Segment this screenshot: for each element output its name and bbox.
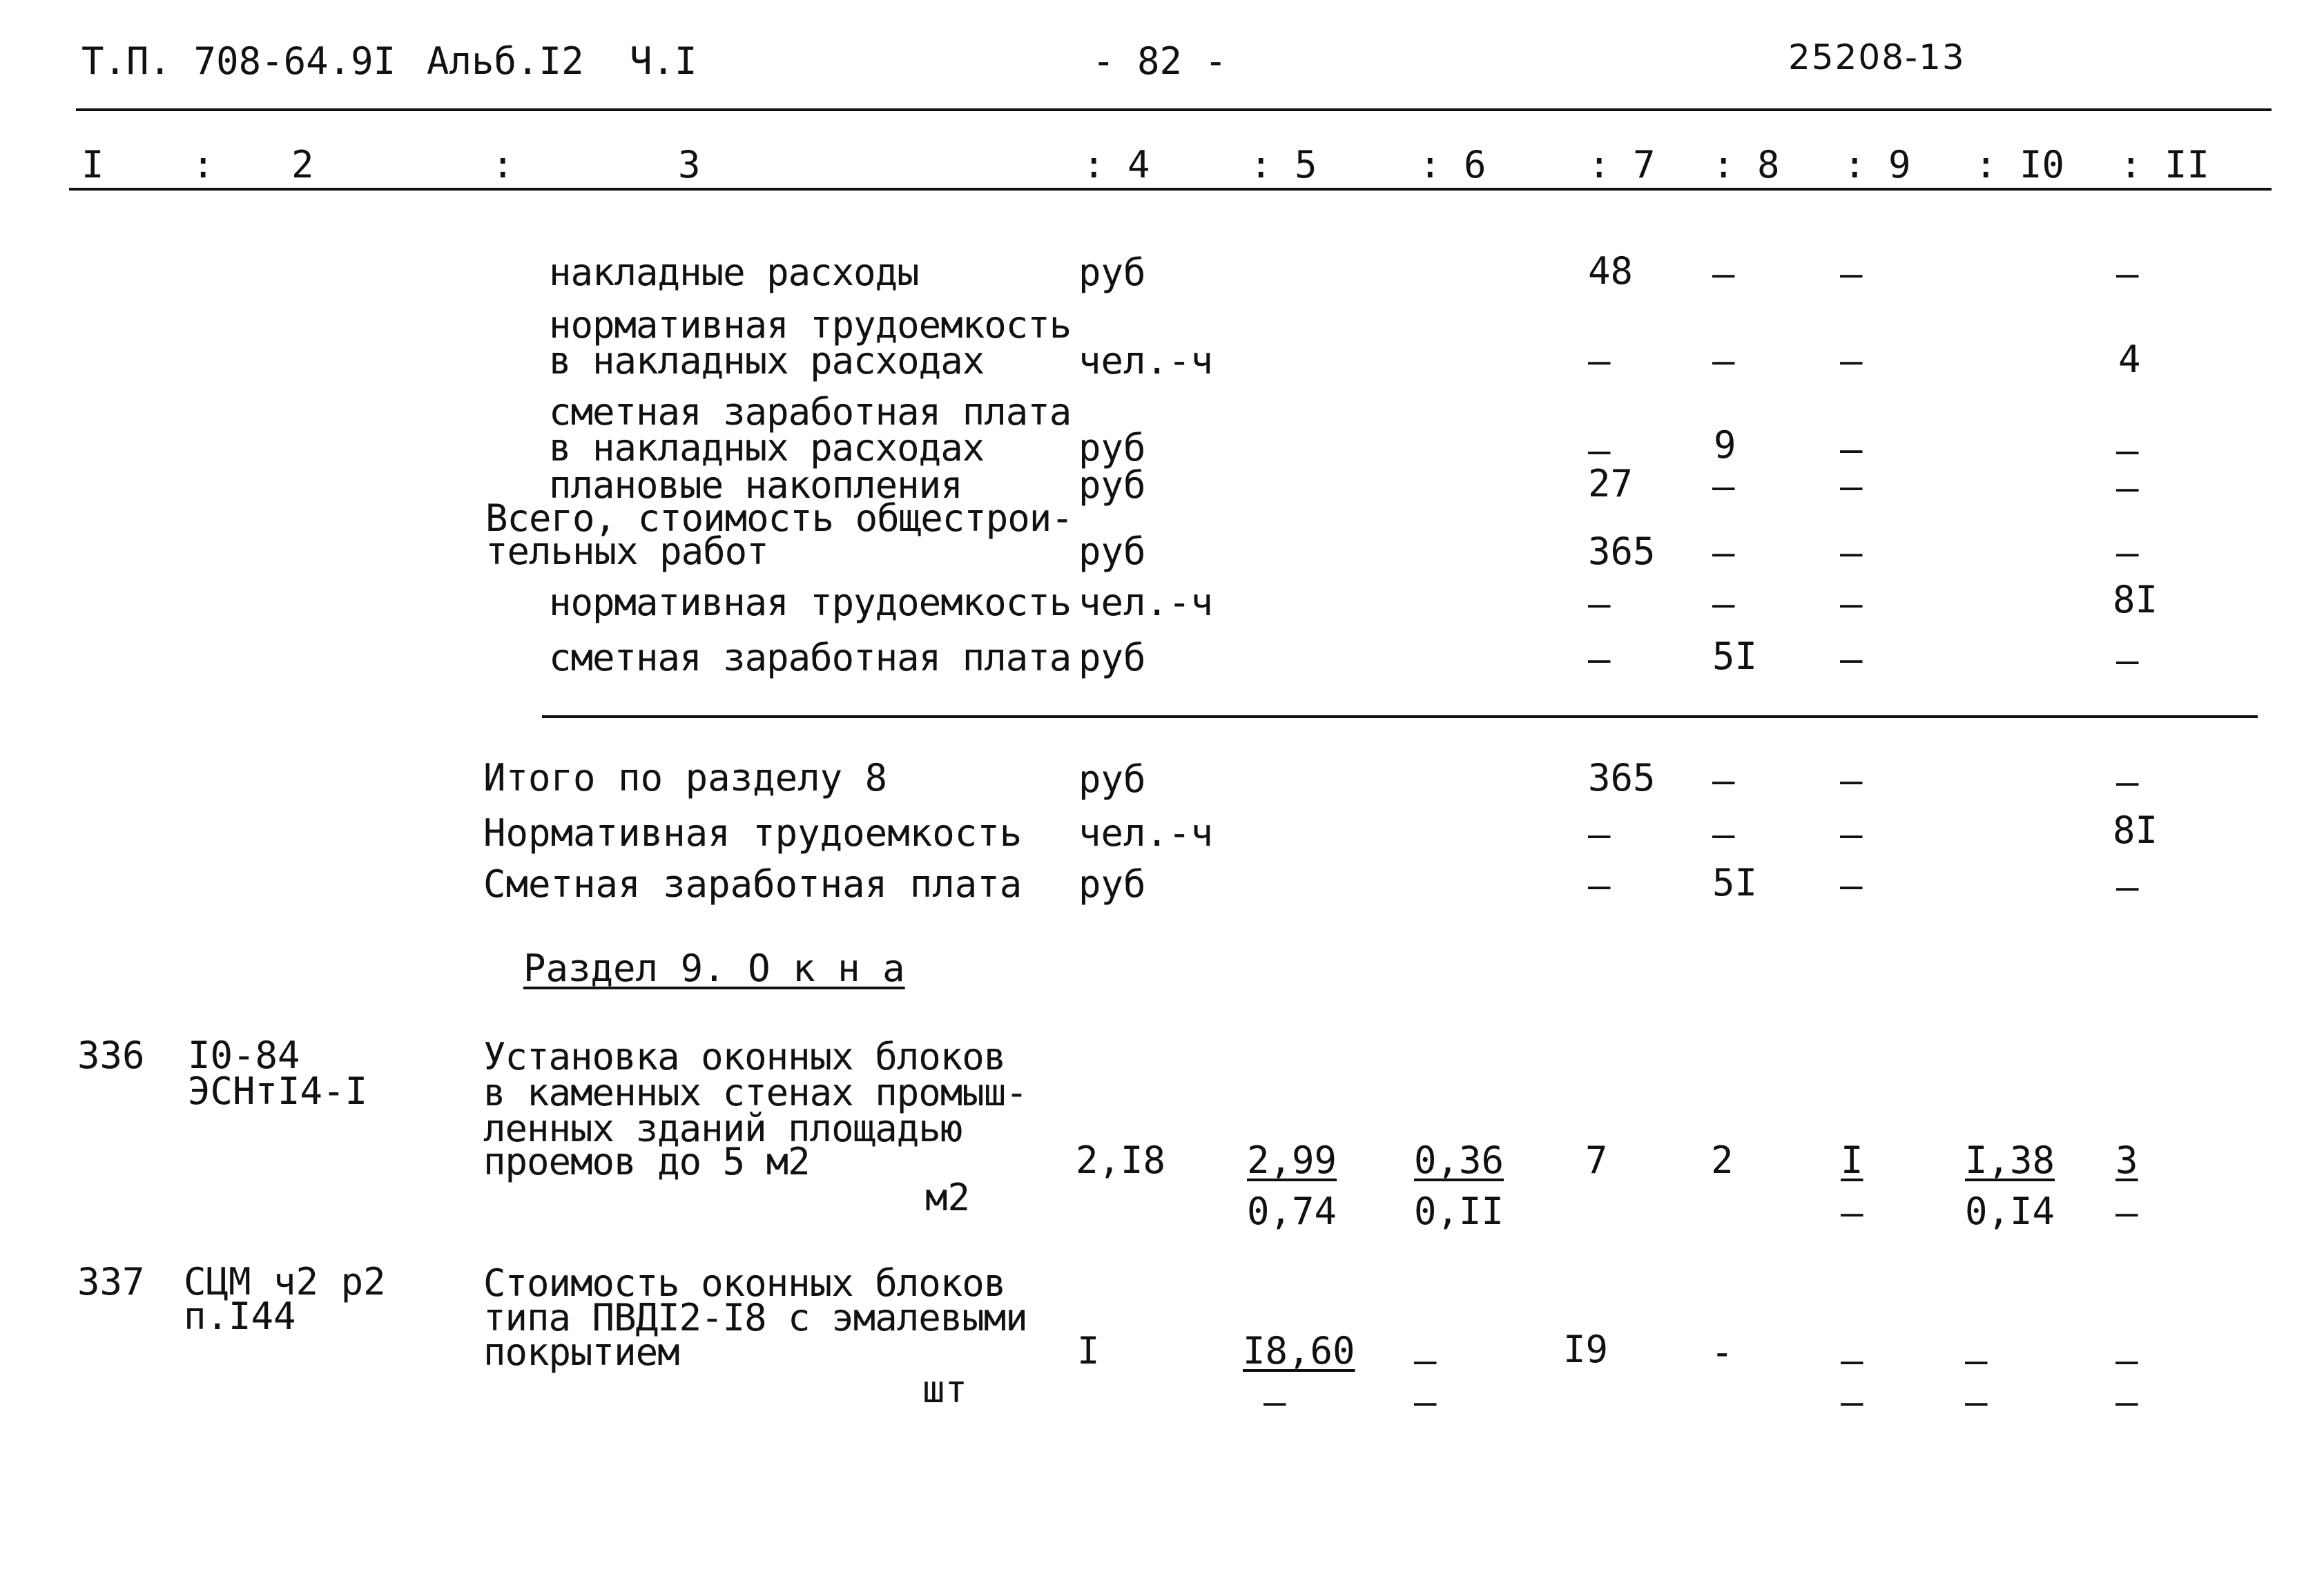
totals-row-cost-desc: Итого по разделу 8 (483, 756, 888, 799)
col-header-11: : II (2120, 143, 2210, 186)
totals-row-cost-c7: 365 (1588, 756, 1656, 799)
item-c10-top: I,38 (1965, 1138, 2055, 1182)
row-planned-savings-c7: 27 (1588, 462, 1634, 505)
item-quantity: 2,I8 (1076, 1138, 1166, 1182)
item-c7: 7 (1585, 1138, 1608, 1182)
row-wages-c7: – (1588, 429, 1611, 472)
item-c11-top: – (2115, 1339, 2138, 1382)
row-total-wages-unit: руб (1078, 636, 1146, 679)
item-c10-top: – (1965, 1339, 1988, 1382)
item-c6-bottom: – (1414, 1380, 1437, 1424)
item-c5-bottom: – (1263, 1380, 1286, 1424)
item-code-line1: I0-84 (188, 1034, 300, 1077)
item-c9-bottom: – (1841, 1191, 1863, 1234)
col-header-8: : 8 (1712, 143, 1780, 186)
item-code-line2: ЭСНтI4-I (188, 1069, 368, 1113)
row-total-wages-c9: – (1840, 637, 1863, 681)
item-desc-line1: Установка оконных блоков (483, 1035, 1006, 1078)
row-overhead-c11: – (2116, 252, 2139, 295)
row-planned-savings-desc: плановые накопления (549, 463, 962, 507)
item-c10-bottom: 0,I4 (1965, 1190, 2055, 1233)
col-header-3: 3 (678, 143, 701, 186)
row-wages-desc-line2: в накладных расходах (549, 426, 985, 469)
item-desc-line1: Стоимость оконных блоков (483, 1261, 1006, 1305)
item-c5-bottom: 0,74 (1247, 1190, 1337, 1233)
row-total-cost-c8: – (1712, 531, 1735, 574)
item-c11-bottom: – (2115, 1191, 2138, 1234)
totals-row-wages-c11: – (2116, 865, 2139, 909)
totals-row-labor-c11: 8I (2113, 808, 2158, 852)
col-header-sep-2: : (492, 143, 514, 186)
row-overhead-c9: – (1840, 252, 1863, 295)
row-total-wages-c11: – (2116, 639, 2139, 682)
row-total-cost-c11: – (2116, 531, 2139, 574)
document-code: 25208-13 (1788, 37, 1966, 77)
item-desc-line4: проемов до 5 м2 (483, 1140, 810, 1183)
item-code-line1: СЦМ ч2 р2 (184, 1260, 386, 1303)
col-header-9: : 9 (1843, 143, 1911, 186)
row-total-labor-c11: 8I (2113, 578, 2158, 621)
totals-row-wages-unit: руб (1078, 862, 1146, 906)
header-rule (76, 108, 2272, 111)
subtotal-rule (542, 715, 2258, 718)
item-c8: 2 (1711, 1138, 1734, 1182)
row-planned-savings-c9: – (1840, 465, 1863, 508)
totals-row-labor-c8: – (1712, 813, 1735, 856)
row-overhead-c7: 48 (1588, 249, 1634, 293)
row-labor-desc-line2: в накладных расходах (549, 339, 985, 382)
row-overhead-desc: накладные расходы (549, 251, 919, 294)
item-desc-line3: покрытием (483, 1330, 679, 1374)
totals-row-wages-c8: 5I (1712, 861, 1758, 904)
row-total-labor-desc: нормативная трудоемкость (549, 581, 1072, 624)
col-header-sep-1: : (192, 143, 215, 186)
row-wages-c9: – (1840, 427, 1863, 471)
row-total-cost-desc-line2: тельных работ (485, 530, 768, 573)
row-labor-c9: – (1840, 339, 1863, 382)
item-c6-bottom: 0,II (1414, 1190, 1504, 1233)
row-total-labor-c7: – (1588, 582, 1611, 626)
row-total-wages-c7: – (1588, 637, 1611, 681)
item-c9-bottom: – (1841, 1380, 1863, 1424)
row-overhead-c8: – (1712, 252, 1735, 295)
item-c11-top: 3 (2115, 1138, 2138, 1182)
row-wages-c8: 9 (1714, 423, 1736, 467)
item-code-line2: п.I44 (184, 1295, 296, 1338)
row-total-wages-desc: сметная заработная плата (549, 636, 1072, 679)
item-desc-line2: в каменных стенах промыш- (483, 1071, 1027, 1114)
row-planned-savings-c8: – (1712, 465, 1735, 508)
item-c5-top: 2,99 (1247, 1138, 1337, 1182)
col-header-5: : 5 (1250, 143, 1317, 186)
section-title: Раздел 9. О к н а (523, 947, 905, 990)
row-planned-savings-unit: руб (1078, 463, 1146, 507)
col-header-10: : I0 (1975, 143, 2065, 186)
row-total-cost-desc-line1: Всего, стоимость общестрои- (485, 496, 1073, 540)
totals-row-cost-c8: – (1712, 759, 1735, 802)
col-header-6: : 6 (1419, 143, 1487, 186)
row-overhead-unit: руб (1078, 251, 1146, 294)
row-total-cost-c7: 365 (1588, 530, 1656, 573)
totals-row-wages-desc: Сметная заработная плата (483, 862, 1023, 906)
totals-row-cost-c11: – (2116, 760, 2139, 804)
col-header-1: I (81, 143, 104, 186)
row-wages-unit: руб (1078, 426, 1146, 469)
item-c9-top: – (1841, 1339, 1863, 1382)
item-desc-line3: ленных зданий площадью (483, 1107, 962, 1150)
part-number: Ч.I (630, 39, 697, 83)
page-number: - 82 - (1092, 39, 1228, 83)
row-wages-c11: – (2116, 429, 2139, 472)
totals-row-wages-c9: – (1840, 864, 1863, 907)
totals-row-labor-desc: Нормативная трудоемкость (483, 811, 1023, 855)
item-c6-top: 0,36 (1414, 1138, 1504, 1182)
item-c5-top: I8,60 (1243, 1329, 1355, 1373)
item-c9-top: I (1841, 1138, 1863, 1182)
row-labor-unit: чел.-ч (1078, 339, 1214, 382)
doc-reference: Т.П. 708-64.9I (81, 39, 396, 83)
col-header-2: 2 (291, 143, 314, 186)
col-header-7: : 7 (1588, 143, 1656, 186)
item-unit: м2 (925, 1176, 971, 1219)
row-total-labor-unit: чел.-ч (1078, 581, 1214, 624)
item-desc-line2: типа ПВДI2-I8 с эмалевыми (483, 1296, 1027, 1339)
item-c6-top: – (1414, 1339, 1437, 1382)
row-labor-desc-line1: нормативная трудоемкость (549, 303, 1072, 347)
row-labor-c8: – (1712, 339, 1735, 382)
totals-row-cost-unit: руб (1078, 757, 1146, 801)
row-labor-c7: – (1588, 339, 1611, 382)
item-number: 337 (77, 1260, 145, 1303)
item-quantity: I (1077, 1329, 1100, 1373)
column-header-rule (69, 188, 2272, 191)
row-labor-c11: 4 (2118, 338, 2141, 381)
row-wages-desc-line1: сметная заработная плата (549, 390, 1072, 434)
col-header-4: : 4 (1083, 143, 1150, 186)
row-planned-savings-c11: – (2116, 466, 2139, 510)
row-total-cost-c9: – (1840, 531, 1863, 574)
item-c8: - (1711, 1330, 1734, 1374)
row-total-labor-c9: – (1840, 582, 1863, 626)
totals-row-labor-c9: – (1840, 813, 1863, 856)
item-c7: I9 (1563, 1328, 1609, 1371)
totals-row-labor-unit: чел.-ч (1078, 811, 1214, 855)
row-total-labor-c8: – (1712, 582, 1735, 626)
row-total-wages-c8: 5I (1712, 634, 1758, 678)
totals-row-wages-c7: – (1588, 864, 1611, 907)
item-c10-bottom: – (1965, 1380, 1988, 1424)
row-total-cost-unit: руб (1078, 530, 1146, 573)
totals-row-labor-c7: – (1588, 813, 1611, 856)
item-unit: шт (922, 1368, 968, 1411)
item-c11-bottom: – (2115, 1380, 2138, 1424)
album-number: Альб.I2 (427, 39, 584, 83)
item-number: 336 (77, 1034, 145, 1077)
totals-row-cost-c9: – (1840, 759, 1863, 802)
